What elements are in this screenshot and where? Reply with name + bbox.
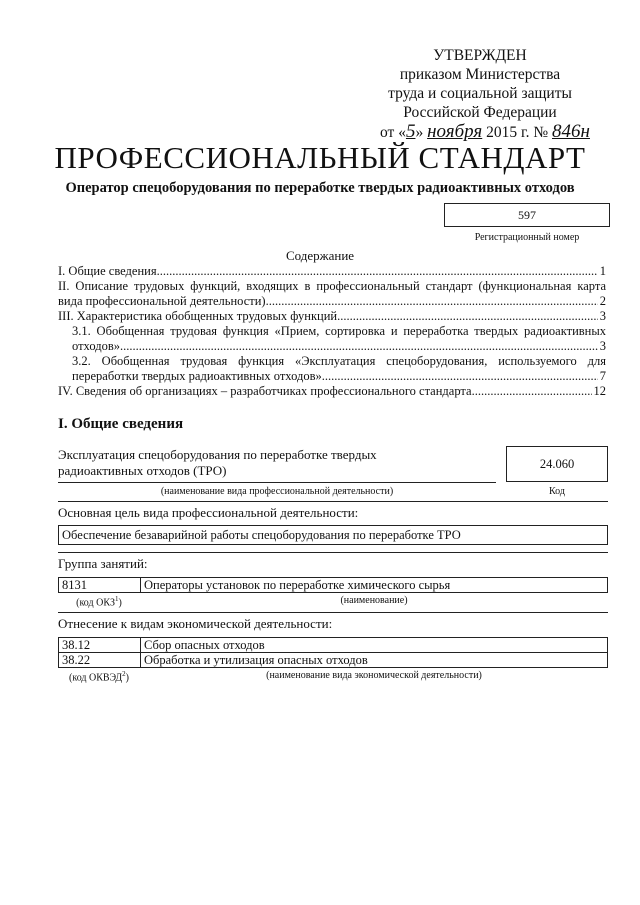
activity-caption: (наименование вида профессиональной деятельности) (160, 486, 394, 497)
approval-month: ноября (427, 121, 483, 142)
approval-day: 5 (405, 121, 416, 142)
registration-label: Регистрационный номер (474, 232, 580, 243)
approval-date-line: от «5» ноября 2015 г. № 846н (380, 121, 590, 142)
toc-item-3-1[interactable]: 3.1. Обобщенная трудовая функция «Прием, сортировка и переработка твердых радиоактивных отходов» ..... 3 (58, 324, 606, 354)
toc-item-1[interactable]: I. Общие сведения ..... 1 (58, 264, 606, 279)
standard-subtitle: Оператор спецоборудования по переработке твердых радиоактивных отходов (65, 180, 575, 196)
divider (58, 612, 608, 613)
econ-label: Отнесение к видам экономической деятельности: (58, 616, 333, 631)
table-row (59, 638, 607, 653)
activity-underline (58, 482, 496, 483)
registration-number-box: 597 (444, 203, 610, 227)
section-heading: I. Общие сведения (58, 416, 184, 432)
toc-item-4[interactable]: IV. Сведения об организациях – разработчиках профессионального стандарта ..... 12 (58, 384, 606, 399)
approval-line-2: приказом Министерства (399, 66, 561, 83)
okved-code-caption: (код ОКВЭД$^2$) (69, 670, 129, 684)
activity-code-box: 24.060 (506, 446, 608, 482)
divider (58, 552, 608, 553)
okz-code-caption: (код ОКЗ$^1$) (76, 595, 122, 609)
toc-title: Содержание (285, 248, 355, 263)
divider (58, 501, 608, 502)
toc-leader (157, 264, 598, 279)
goal-label: Основная цель вида профессиональной деятельности: (58, 505, 359, 520)
okved-code: 38.22 (59, 653, 141, 667)
okz-name-caption: (наименование) (340, 595, 408, 606)
okz-row (58, 577, 608, 593)
okved-name: Обработка и утилизация опасных отходов (144, 653, 368, 667)
table-row (59, 653, 607, 667)
okved-name-caption: (наименование вида экономической деятельности) (266, 670, 482, 681)
page-title: ПРОФЕССИОНАЛЬНЫЙ СТАНДАРТ (54, 140, 586, 175)
toc-item-3[interactable]: III. Характеристика обобщенных трудовых функций ..... 3 (58, 309, 606, 324)
toc-item-2[interactable]: II. Описание трудовых функций, входящих в профессиональный стандарт (функциональная карта вида профессиональной деятельности) ..... 2 (58, 279, 606, 309)
okved-code: 38.12 (59, 638, 141, 652)
goal-box: Обеспечение безаварийной работы спецоборудования по переработке ТРО (58, 525, 608, 545)
okved-name: Сбор опасных отходов (144, 638, 265, 652)
group-label: Группа занятий: (58, 556, 148, 571)
okved-table (58, 637, 608, 668)
table-of-contents (58, 264, 606, 399)
okz-code: 8131 (59, 578, 141, 592)
okz-name: Операторы установок по переработке химического сырья (144, 578, 451, 592)
approval-line-4: Российской Федерации (403, 104, 557, 121)
approval-line-1: УТВЕРЖДЕН (433, 47, 527, 64)
approval-line-3: труда и социальной защиты (388, 85, 572, 102)
code-caption: Код (549, 486, 565, 497)
approval-number: 846н (552, 121, 590, 142)
toc-item-3-2[interactable]: 3.2. Обобщенная трудовая функция «Эксплуатация спецоборудования, используемого для переработки твердых радиоактивных отходов» ..... 7 (58, 354, 606, 384)
activity-name: Эксплуатация спецоборудования по переработке твердых радиоактивных отходов (ТРО) (58, 447, 377, 478)
approval-stamp (380, 46, 590, 142)
